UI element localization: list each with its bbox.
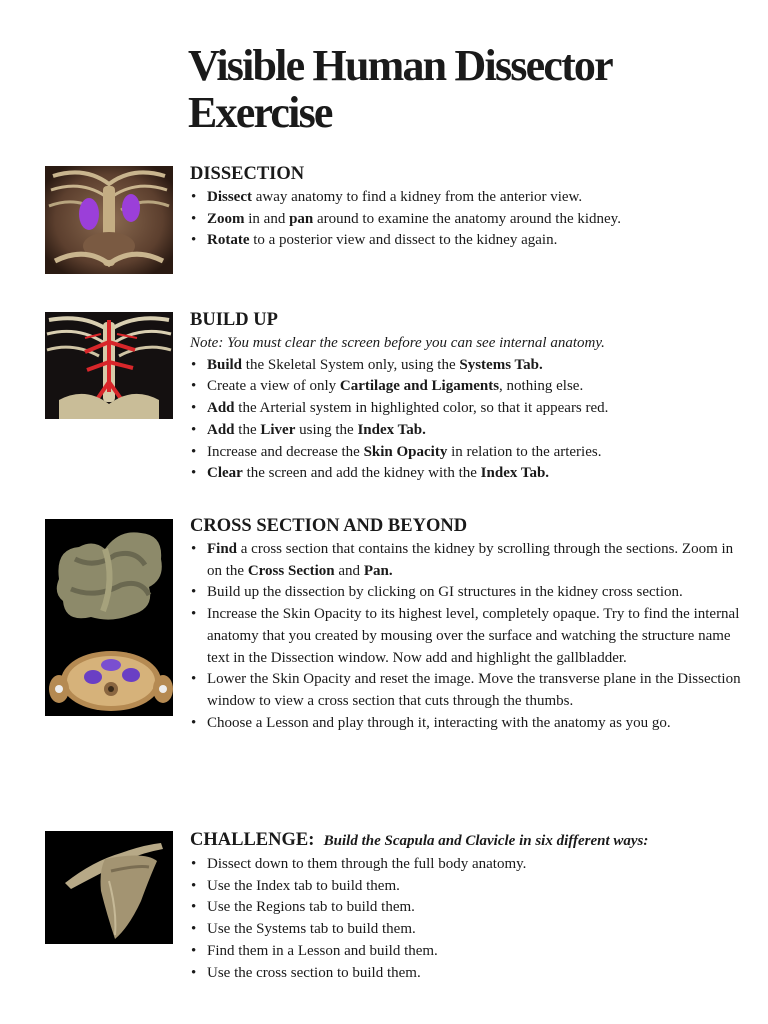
instruction-list bbox=[190, 355, 745, 485]
kidney-dissection-image bbox=[45, 166, 173, 274]
emphasis-text: Zoom bbox=[207, 210, 245, 227]
emphasis-text: Add bbox=[207, 421, 235, 438]
emphasis-text: Pan. bbox=[363, 562, 393, 579]
list-item: • Create a view of only Cartilage and Ligaments, nothing else. bbox=[190, 376, 745, 398]
emphasis-text: Skin Opacity bbox=[363, 443, 448, 460]
emphasis-text: Build bbox=[207, 356, 243, 373]
list-item: • Dissect down to them through the full body anatomy. bbox=[190, 854, 745, 876]
challenge-label: CHALLENGE: bbox=[190, 830, 315, 850]
list-item: • Increase the Skin Opacity to its highest level, completely opaque. Try to find the internal anatomy that you created by mousing over the surface and watching the structure name text in the Dissection window. Now add and highlight the gallbladder. bbox=[190, 604, 745, 669]
emphasis-text: Cartilage and Ligaments bbox=[339, 378, 500, 395]
gi-cross-section-image bbox=[45, 519, 173, 716]
section-note: Note: You must clear the screen before you can see internal anatomy. bbox=[190, 335, 605, 351]
section-heading bbox=[190, 829, 745, 853]
list-item: • Rotate to a posterior view and dissect to the kidney again. bbox=[190, 230, 745, 252]
emphasis-text: Dissect bbox=[207, 189, 252, 205]
list-item: • Choose a Lesson and play through it, interacting with the anatomy as you go. bbox=[190, 713, 745, 735]
emphasis-text: Systems Tab. bbox=[459, 356, 543, 373]
emphasis-text: Find bbox=[207, 541, 238, 557]
emphasis-text: Index Tab. bbox=[357, 421, 426, 438]
arterial-system-image bbox=[45, 312, 173, 419]
emphasis-text: Cross Section bbox=[247, 562, 335, 579]
list-item: • Lower the Skin Opacity and reset the image. Move the transverse plane in the Dissection window to view a cross section that cuts through the thumbs. bbox=[190, 669, 745, 712]
emphasis-text: Liver bbox=[260, 421, 296, 438]
list-item: • Use the cross section to build them. bbox=[190, 963, 745, 985]
list-item: • Build the Skeletal System only, using the Systems Tab. bbox=[190, 355, 745, 377]
instruction-list bbox=[190, 539, 745, 734]
list-item: • Build up the dissection by clicking on GI structures in the kidney cross section. bbox=[190, 582, 745, 604]
instruction-list bbox=[190, 187, 745, 252]
emphasis-text: pan bbox=[289, 210, 314, 227]
list-item: • Clear the screen and add the kidney with the Index Tab. bbox=[190, 463, 745, 485]
emphasis-text: Index Tab. bbox=[480, 465, 550, 482]
list-item: • Zoom in and pan around to examine the anatomy around the kidney. bbox=[190, 209, 745, 231]
emphasis-text: Add bbox=[207, 400, 235, 417]
list-item: • Use the Index tab to build them. bbox=[190, 876, 745, 898]
challenge-section bbox=[190, 829, 745, 984]
list-item: • Increase and decrease the Skin Opacity in relation to the arteries. bbox=[190, 442, 745, 464]
challenge-subheading: Build the Scapula and Clavicle in six different ways: bbox=[323, 833, 649, 849]
dissection-section bbox=[190, 163, 745, 252]
build-up-section bbox=[190, 309, 745, 485]
instruction-list bbox=[190, 854, 745, 984]
page-title: Visible Human Dissector Exercise bbox=[188, 41, 612, 137]
emphasis-text: Rotate bbox=[207, 232, 250, 249]
scapula-clavicle-image bbox=[45, 831, 173, 944]
list-item: • Use the Systems tab to build them. bbox=[190, 919, 745, 941]
emphasis-text: Clear bbox=[207, 465, 243, 482]
list-item: • Add the Liver using the Index Tab. bbox=[190, 420, 745, 442]
list-item: • Find them in a Lesson and build them. bbox=[190, 941, 745, 963]
cross-section-section bbox=[190, 515, 745, 734]
section-heading: BUILD UP bbox=[190, 310, 278, 330]
list-item: • Dissect away anatomy to find a kidney from the anterior view. bbox=[190, 187, 745, 209]
list-item: • Add the Arterial system in highlighted color, so that it appears red. bbox=[190, 398, 745, 420]
section-heading: DISSECTION bbox=[190, 164, 305, 184]
list-item: • Find a cross section that contains the kidney by scrolling through the sections. Zoom in on the Cross Section and Pan. bbox=[190, 539, 745, 582]
list-item: • Use the Regions tab to build them. bbox=[190, 897, 745, 919]
section-heading: CROSS SECTION AND BEYOND bbox=[190, 516, 468, 536]
